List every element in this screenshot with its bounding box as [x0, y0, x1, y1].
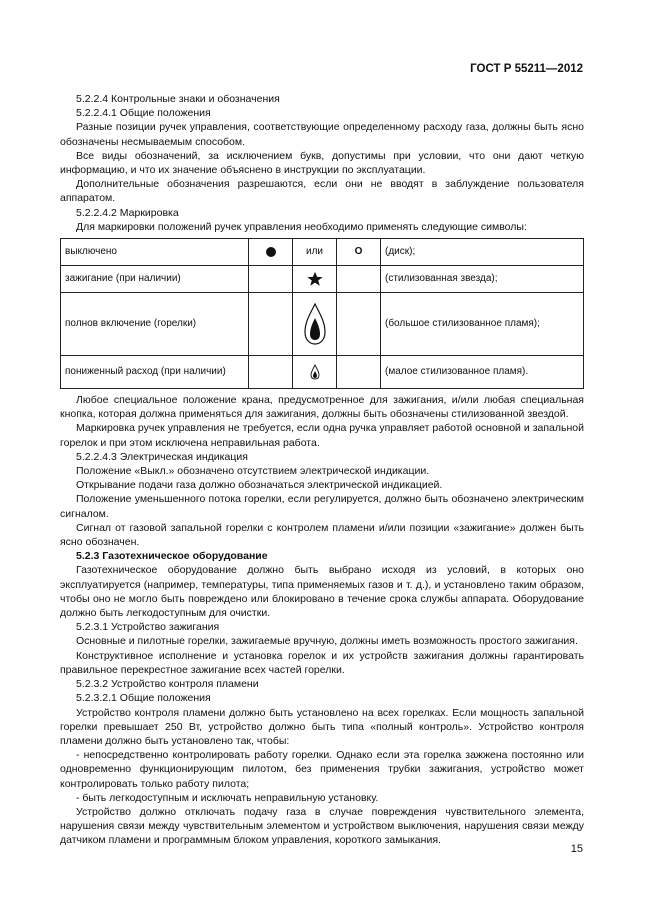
paragraph: Устройство должно отключать подачу газа в случае повреждения чувствительного элемента, нарушения связи между чувствительным элементом и устройством выключения, нарушения связи между датчиком пламени и программным блоком управления, короткого замыкания.	[60, 805, 584, 847]
paragraph: Положение уменьшенного потока горелки, если регулируется, должно быть обозначено электрическим сигналом.	[60, 493, 584, 520]
table-row	[61, 266, 584, 293]
paragraph: Газотехническое оборудование должно быть выбрано исходя из условий, в которых оно эксплуатируется (например, температуры, типа применяемых газов и т. д.), и установлено таким образом, чтобы оно не могло быть повреждено или блокировано в течение срока службы аппарата. Оборудование должно быть легкодоступным для очистки.	[60, 564, 584, 620]
small-flame-icon	[293, 356, 337, 389]
subsection-heading: 5.2.2.4.1 Общие положения	[76, 107, 211, 120]
paragraph: Конструктивное исполнение и установка горелок и их устройств зажигания должны гарантировать правильное перекрестное зажигание всех частей горелки.	[60, 649, 584, 676]
row-description: (малое стилизованное пламя).	[381, 356, 584, 389]
row-description: (стилизованная звезда);	[381, 266, 584, 293]
subsection-heading: 5.2.2.4.3 Электрическая индикация	[76, 450, 248, 463]
alt-symbol: О	[337, 239, 381, 266]
paragraph: Положение «Выкл.» обозначено отсутствием электрической индикации.	[76, 465, 430, 478]
subsection-heading: 5.2.2.4.2 Маркировка	[76, 206, 179, 219]
row-label: выключено	[61, 239, 249, 266]
paragraph: Дополнительные обозначения разрешаются, если они не вводят в заблуждение пользователя аппаратом.	[60, 178, 584, 205]
or-label: или	[293, 239, 337, 266]
paragraph: Все виды обозначений, за исключением букв, допустимы при условии, что они дают четкую информацию, и что их значение объяснено в инструкции по эксплуатации.	[60, 149, 584, 177]
section-heading: 5.2.3 Газотехническое оборудование	[76, 550, 268, 563]
section-heading: 5.2.2.4 Контрольные знаки и обозначения	[76, 93, 280, 105]
paragraph: Сигнал от газовой запальной горелки с контролем пламени и/или позиции «зажигание» должен быть ясно обозначен.	[60, 521, 584, 549]
paragraph: Устройство контроля пламени должно быть установлено на всех горелках. Если мощность запальной горелки превышает 250 Вт, устройство должно быть типа «полный контроль». Устройство контроля пламени должно быть установлено так, чтобы:	[60, 706, 584, 747]
subsection-heading: 5.2.3.1 Устройство зажигания	[76, 621, 220, 634]
table-row	[61, 356, 584, 389]
standard-code-header: ГОСТ Р 55211—2012	[470, 63, 583, 75]
paragraph: Открывание подачи газа должно обозначаться электрической индикацией.	[76, 479, 443, 492]
row-description: (диск);	[381, 239, 584, 266]
paragraph: Основные и пилотные горелки, зажигаемые вручную, должны иметь возможность простого зажигания.	[76, 635, 578, 648]
paragraph: Разные позиции ручек управления, соответствующие определенному расходу газа, должны быть ясно обозначены несмываемым способом.	[60, 121, 584, 148]
list-item: - быть легкодоступным и исключать неправильную установку.	[76, 791, 379, 804]
list-item: - непосредственно контролировать работу горелки. Однако если эта горелка зажжена постоянно или одновременно функционирующим пилотом, без применения трубки зажигания, устройство может контролировать только работу пилота;	[60, 749, 584, 790]
large-flame-icon	[293, 293, 337, 356]
paragraph: Любое специальное положение крана, предусмотренное для зажигания, и/или любая специальная кнопка, которая должна применяться для зажигания, должны быть обозначены стилизованной звездой.	[60, 394, 584, 421]
symbols-table	[60, 238, 584, 389]
table-row	[61, 239, 584, 266]
star-icon	[293, 266, 337, 293]
row-label: пониженный расход (при наличии)	[61, 356, 249, 389]
paragraph: Маркировка ручек управления не требуется, если одна ручка управляет работой основной и запальной горелок и при этом исключена неправильная работа.	[60, 422, 584, 449]
table-row	[61, 293, 584, 356]
subsection-heading: 5.2.3.2 Устройство контроля пламени	[76, 678, 259, 691]
row-label: зажигание (при наличии)	[61, 266, 249, 293]
filled-disc-icon	[249, 239, 293, 266]
row-description: (большое стилизованное пламя);	[381, 293, 584, 356]
row-label: полнов включение (горелки)	[61, 293, 249, 356]
paragraph: Для маркировки положений ручек управления необходимо применять следующие символы:	[76, 220, 527, 233]
subsection-heading: 5.2.3.2.1 Общие положения	[76, 692, 211, 705]
page-number: 15	[570, 843, 583, 855]
document-body	[60, 92, 584, 848]
